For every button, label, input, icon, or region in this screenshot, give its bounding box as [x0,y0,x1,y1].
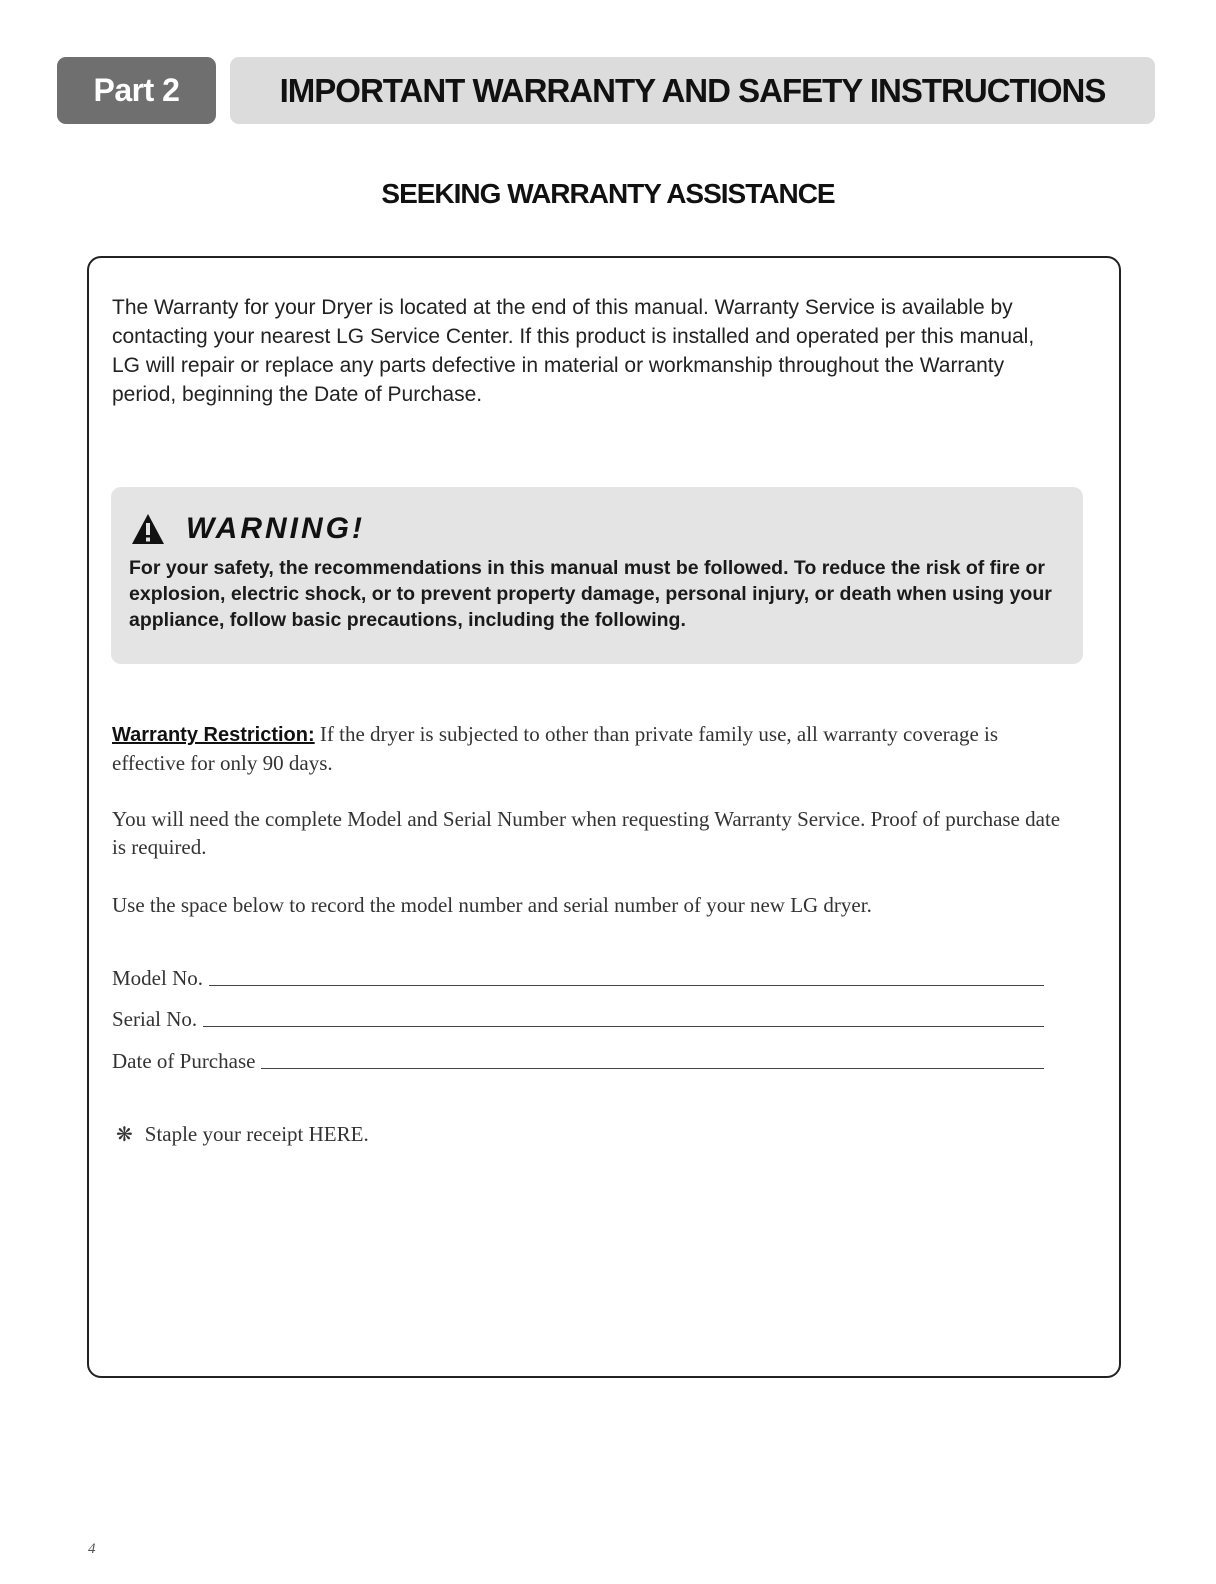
staple-note [116,1122,369,1147]
model-number-line[interactable] [209,963,1044,986]
model-number-field[interactable] [112,960,1044,990]
warning-header [130,507,365,551]
section-title: SEEKING WARRANTY ASSISTANCE [381,178,835,209]
model-number-label: Model No. [112,966,203,990]
warning-title: WARNING! [186,512,365,545]
purchase-date-line[interactable] [261,1046,1044,1069]
page-header-title: IMPORTANT WARRANTY AND SAFETY INSTRUCTIONS [230,57,1155,124]
record-instruction: Use the space below to record the model number and serial number of your new LG dryer. [112,893,872,917]
model-serial-requirement: You will need the complete Model and Serial Number when requesting Warranty Service. Proof of purchase date is required. [112,807,1061,859]
serial-number-field[interactable] [112,1001,1044,1031]
intro-paragraph: The Warranty for your Dryer is located at the end of this manual. Warranty Service is available by contacting your nearest LG Service Center. If this product is installed and operated per this manual, LG will repair or replace any parts defective in material or workmanship throughout the Warranty period, beginning the Date of Purchase. [112,296,1035,406]
restriction-label: Warranty Restriction: [112,724,315,746]
part-label: Part 2 [57,57,216,124]
purchase-date-field[interactable] [112,1043,1044,1073]
serial-number-label: Serial No. [112,1007,198,1031]
warning-text: For your safety, the recommendations in this manual must be followed. To reduce the risk of fire or explosion, electric shock, or to prevent property damage, personal injury, or death when using your appliance, follow basic precautions, including the following. [129,557,1052,631]
staple-text: Staple your receipt HERE. [144,1122,369,1146]
restriction-text: If the dryer is subjected to other than private family use, all warranty coverage is effective for only 90 days. [112,722,999,775]
serial-number-line[interactable] [203,1004,1044,1027]
asterisk-icon: ❋ [116,1124,133,1146]
restriction-paragraph [112,720,1072,777]
purchase-date-label: Date of Purchase [112,1049,256,1073]
page-number: 4 [88,1541,96,1557]
warning-triangle-icon [130,512,166,546]
